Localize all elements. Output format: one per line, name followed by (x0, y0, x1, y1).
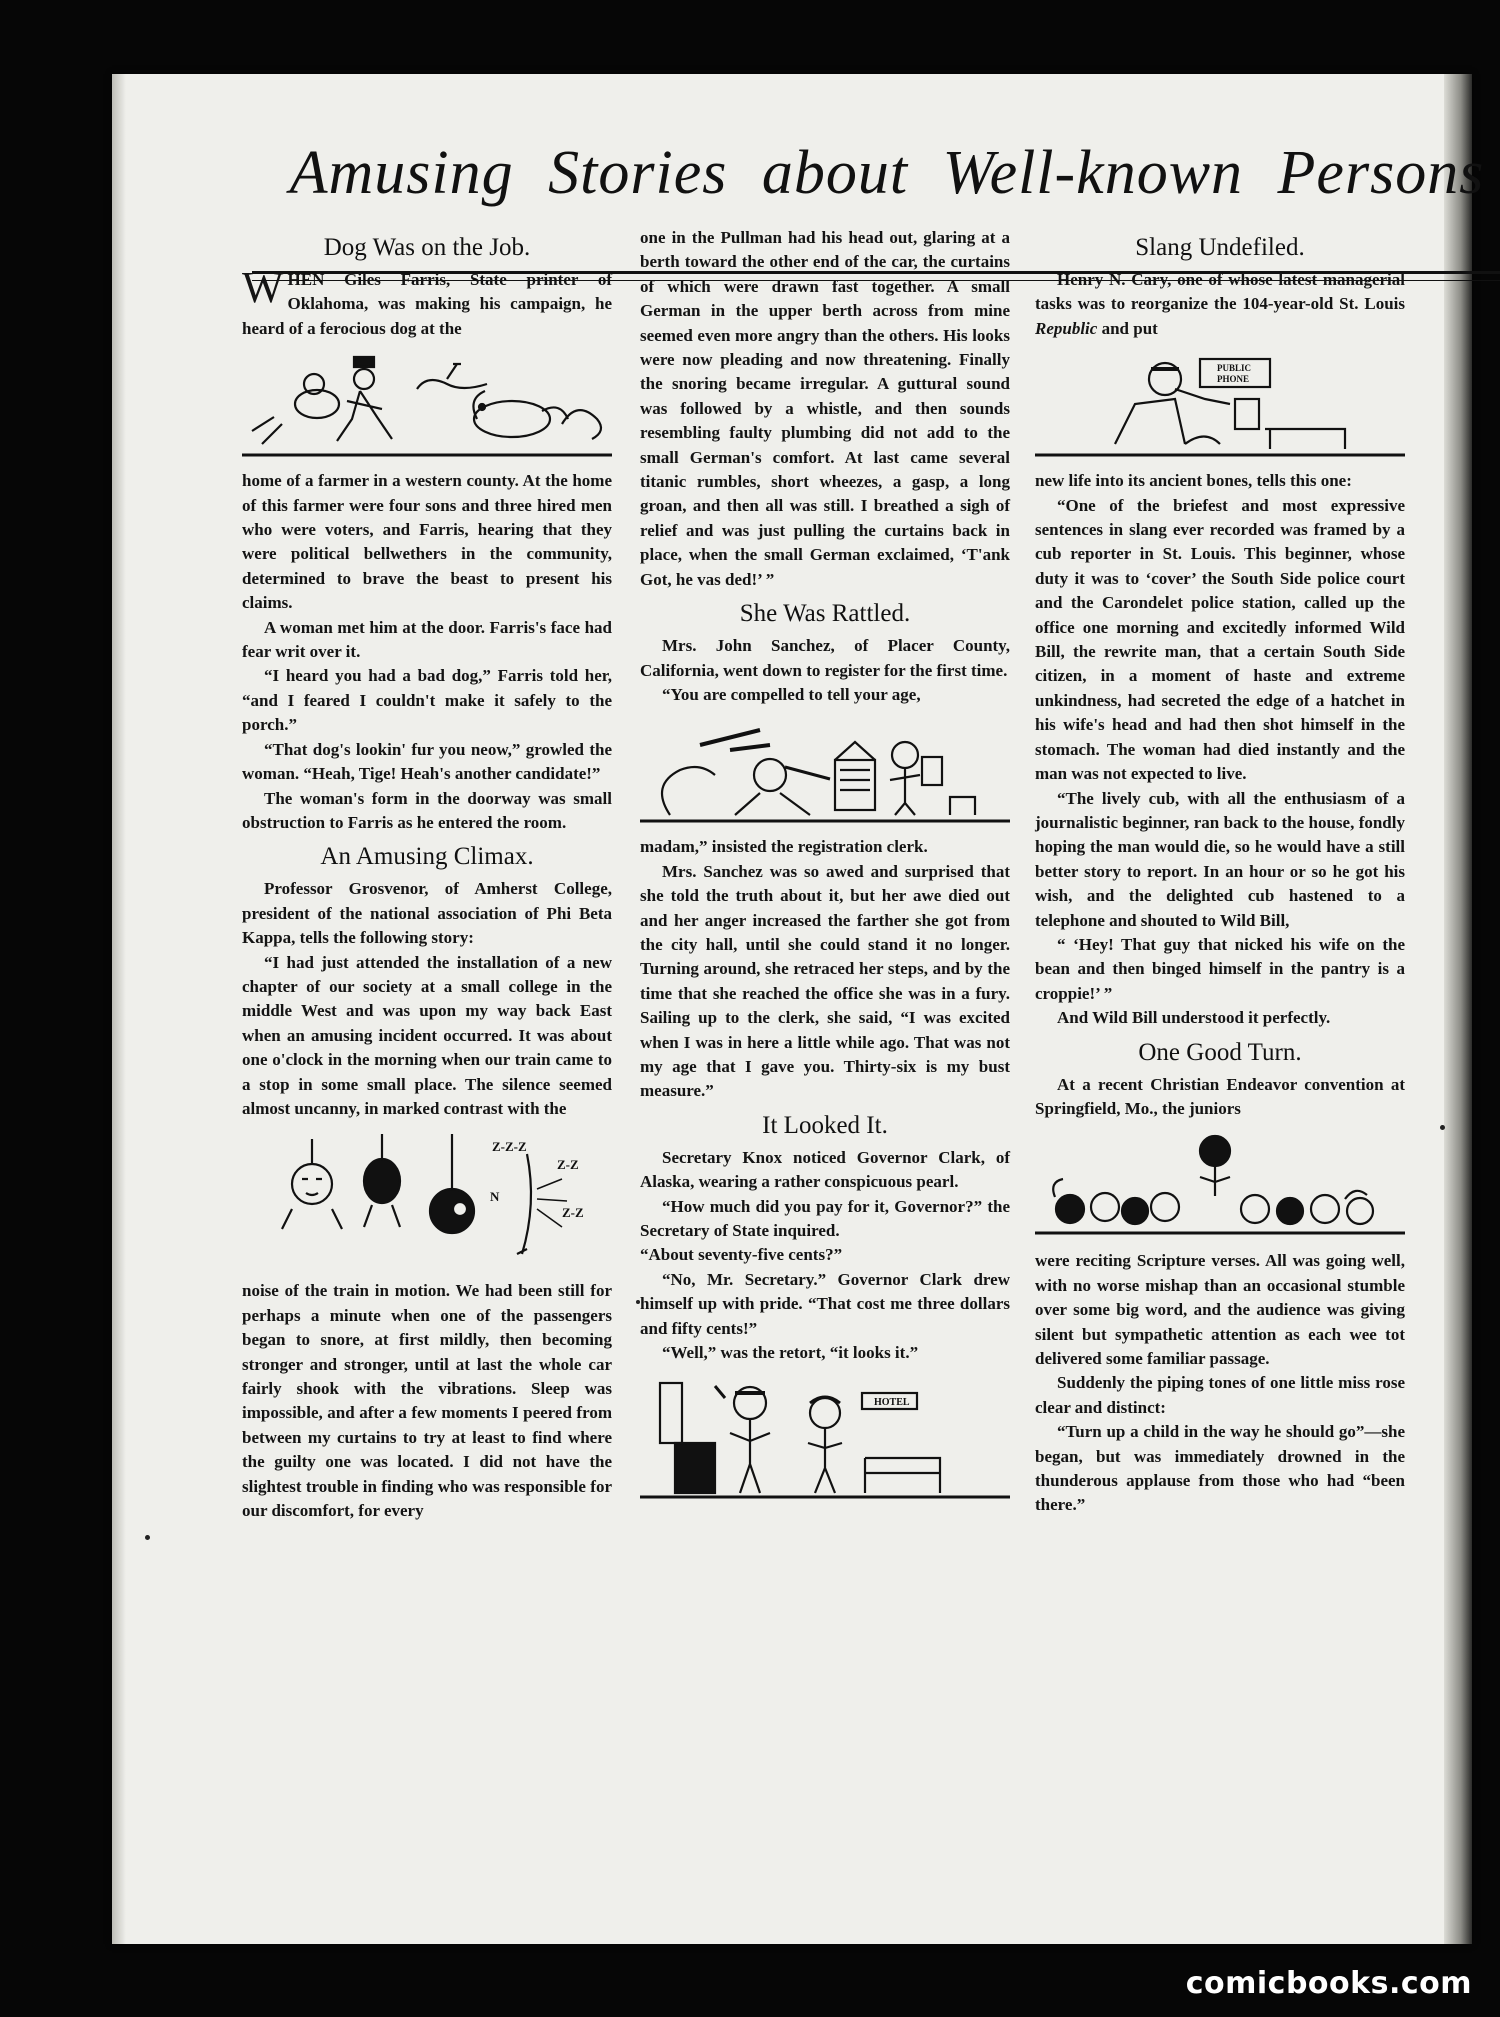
scan-speck (145, 1535, 150, 1540)
cartoon-snoring-passengers (242, 1129, 612, 1269)
story-text: Henry N. Cary, one of whose latest managerial tasks was to reorganize the 104-year-old St. Louis (1035, 270, 1405, 314)
column-1 (242, 226, 612, 1523)
column-3 (1035, 226, 1405, 1518)
cartoon-dog-chase (242, 349, 612, 459)
cartoon-hotel-drawing (640, 1373, 1010, 1503)
page-left-edge (112, 74, 126, 1944)
cartoon-dog-chase-drawing (242, 349, 612, 459)
story-heading-slang: Slang Undefiled. (1135, 234, 1305, 261)
story-paragraph (1035, 268, 1405, 341)
cartoon-registration-clerk (640, 715, 1010, 825)
story-heading-turn: One Good Turn. (1138, 1038, 1302, 1066)
cartoon-hotel-lobby (640, 1373, 1010, 1503)
cartoon-cub-reporter-phone (1035, 349, 1405, 459)
story-paragraph: A woman met him at the door. Farris's face had fear writ over it. (242, 617, 612, 662)
story-paragraph: “You are compelled to tell your age, (662, 684, 921, 704)
story-paragraph: “I heard you had a bad dog,” Farris told her, “and I feared I couldn't make it safely to the porch.” (242, 666, 612, 735)
snore-text-3: Z-Z (562, 1205, 584, 1221)
cartoon-registration-drawing (640, 715, 1010, 825)
story-paragraph: were reciting Scripture verses. All was going well, with no worse mishap than an occasional stumble over some big word, and the audience was giving silent but sympathetic attention as each wee tot delivered some familiar passage. (1035, 1251, 1405, 1368)
story-paragraph: Professor Grosvenor, of Amherst College, president of the national association of Phi Beta Kappa, tells the following story: (242, 879, 612, 948)
story-paragraph: one in the Pullman had his head out, glaring at a berth toward the other end of the car, the curtains of which were drawn fast together. A small German in the upper berth across from mine seemed even more angry than the others. His looks were now pleading and now threatening. Finally the snoring became irregular. A guttural sound was followed by a whistle, and then sounds resembling faulty plumbing did not add to the small German's comfort. At last came several titanic rumbles, short wheezes, a gasp, a long groan, and then all was still. I breathed a sigh of relief and was just pulling the curtains back in place, when the small German exclaimed, ‘T'ank Got, he vas ded!’ ” (640, 228, 1010, 589)
story-paragraph: “Well,” was the retort, “it looks it.” (662, 1343, 919, 1363)
cartoon-phone-drawing (1035, 349, 1405, 459)
story-paragraph: noise of the train in motion. We had been still for perhaps a minute when one of the passengers began to snore, at first mildly, then becoming stronger and stronger, until at last the whole car fairly shook with the vibrations. Sleep was impossible, and after a few moments I peered from between my curtains to try at least to find where the guilty one was located. I did not have the slightest trouble in finding who was responsible for our discomfort, for every (242, 1281, 612, 1521)
story-paragraph: home of a farmer in a western county. At the home of this farmer were four sons and three hired men who were voters, and Farris, hearing that they were political bellwethers in the community, determined to brave the beast to present his claims. (242, 471, 612, 613)
cartoon-children-reciting (1035, 1129, 1405, 1239)
story-heading-climax: An Amusing Climax. (320, 843, 534, 871)
story-paragraph: new life into its ancient bones, tells this one: (1035, 471, 1352, 491)
cartoon-snoring-drawing (242, 1129, 612, 1269)
story-paragraph: “One of the briefest and most expressive sentences in slang ever recorded was framed by a cub reporter in St. Louis. This beginner, whose duty it was to ‘cover’ the South Side police court and the Carondelet police station, called up the office one morning and excitedly informed Wild Bill, the rewrite man, that a certain South Side citizen, in a moment of haste and extreme unkindness, had secreted the edge of a hatchet in his wife's head and had then shot himself in the stomach. The woman had died instantly and the man was not expected to live. (1035, 495, 1405, 784)
hotel-sign-text: HOTEL (874, 1397, 910, 1409)
cartoon-children-drawing (1035, 1129, 1405, 1239)
page-title: Amusing Stories about Well-known Persons (289, 139, 1485, 207)
story-paragraph: “I had just attended the installation of a new chapter of our society at a small college in the middle West and was upon my way back East when an amusing incident occurred. It was about one o'clock in the morning when our train came to a stop in some small place. The silence seemed almost uncanny, in marked contrast with the (242, 952, 612, 1118)
snore-text-4: N (490, 1189, 500, 1205)
story-paragraph: “Turn up a child in the way he should go”—she began, but was immediately drowned in the thunderous applause from those who had “been there.” (1035, 1422, 1405, 1515)
newspaper-name: Republic (1035, 318, 1098, 338)
story-paragraph: “How much did you pay for it, Governor?” the Secretary of State inquired. (640, 1196, 1010, 1240)
snore-text-1: Z-Z-Z (492, 1139, 527, 1155)
story-heading-rattled: She Was Rattled. (739, 600, 911, 628)
story-paragraph: madam,” insisted the registration clerk. (640, 837, 928, 857)
scan-speck (1440, 1125, 1445, 1130)
story-paragraph: “No, Mr. Secretary.” Governor Clark drew himself up with pride. “That cost me three dollars and fifty cents!” (640, 1269, 1010, 1338)
story-paragraph: “The lively cub, with all the enthusiasm of a journalistic beginner, ran back to the house, fondly hoping the man would die, so he would have a still better story to report. In an hour or so he got his wish, and the delighted cub hastened to a telephone and shouted to Wild Bill, (1035, 788, 1405, 930)
story-paragraph: The woman's form in the doorway was small obstruction to Farris as he entered the room. (242, 788, 612, 832)
snore-text-2: Z-Z (557, 1157, 579, 1173)
story-text: and put (1097, 318, 1158, 338)
story-paragraph: “About seventy-five cents?” (640, 1245, 843, 1265)
story-paragraph: Secretary Knox noticed Governor Clark, of Alaska, wearing a rather conspicuous pearl. (640, 1147, 1010, 1192)
story-heading-looked: It Looked It. (762, 1111, 888, 1139)
story-paragraph: “That dog's lookin' fur you neow,” growled the woman. “Heah, Tige! Heah's another candidate!” (242, 739, 612, 784)
story-paragraph: “ ‘Hey! That guy that nicked his wife on the bean and then binged himself in the pantry is a croppie!’ ” (1035, 934, 1405, 1003)
story-paragraph: At a recent Christian Endeavor convention at Springfield, Mo., the juniors (1035, 1074, 1405, 1118)
story-paragraph: Mrs. John Sanchez, of Placer County, California, went down to register for the first time. (640, 636, 1010, 680)
story-heading-dog: Dog Was on the Job. (323, 234, 531, 261)
page-binding-gutter (1444, 74, 1472, 1944)
column-2 (640, 226, 1010, 1513)
story-paragraph: Mrs. Sanchez was so awed and surprised that she told the truth about it, but her awe died out and her anger increased the farther she got from the city hall, until she could stand it no longer. Turning around, she retraced her steps, and by the time that she reached the office she was in a fury. Sailing up to the clerk, she said, “I was excited when I was in here a little while ago. That was not my age that I gave you. Thirty-six is my bust measure.” (640, 861, 1010, 1101)
story-paragraph: Suddenly the piping tones of one little miss rose clear and distinct: (1035, 1373, 1405, 1417)
story-paragraph: And Wild Bill understood it perfectly. (1057, 1008, 1331, 1028)
site-watermark: comicbooks.com (1185, 1966, 1472, 2001)
phone-sign-line-2: PHONE (1217, 374, 1250, 385)
phone-sign-line-1: PUBLIC (1217, 363, 1252, 374)
scan-speck (636, 1300, 640, 1304)
story-paragraph: WHEN Giles Farris, State printer of Oklahoma, was making his campaign, he heard of a ferocious dog at the (242, 263, 612, 338)
